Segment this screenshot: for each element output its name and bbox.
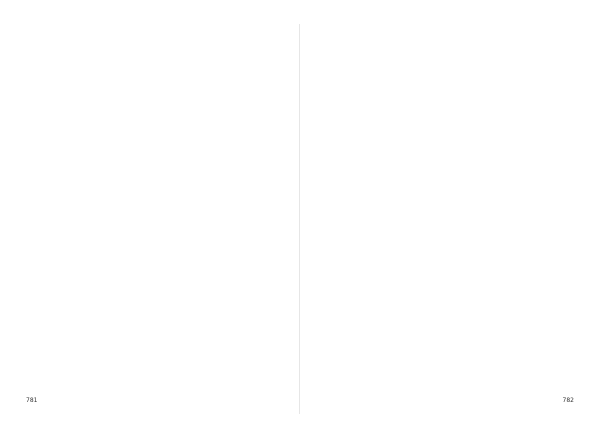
text-line (310, 44, 578, 51)
text-line (22, 205, 290, 212)
text-line (310, 387, 578, 394)
text-line (22, 226, 290, 233)
text-line (22, 100, 290, 107)
text-line (22, 247, 290, 254)
text-line (22, 72, 290, 79)
text-line (22, 261, 290, 268)
text-line (22, 268, 290, 275)
text-line (310, 345, 578, 352)
text-line (310, 289, 578, 296)
text-line (310, 233, 578, 240)
text-line (22, 296, 290, 303)
text-line (22, 394, 290, 401)
text-line (310, 177, 578, 184)
text-line (22, 149, 290, 156)
page-gutter (299, 24, 300, 414)
text-line (22, 86, 290, 93)
text-line (22, 170, 290, 177)
text-line (310, 247, 578, 254)
text-line (22, 338, 290, 345)
text-line (310, 72, 578, 79)
text-line (310, 205, 578, 212)
text-line (22, 79, 290, 86)
text-line (310, 128, 578, 135)
text-line (310, 303, 578, 310)
text-line (310, 352, 578, 359)
page-left-text (22, 30, 290, 401)
text-line (310, 394, 578, 401)
page-left (22, 30, 290, 410)
text-line (22, 303, 290, 310)
text-line (310, 191, 578, 198)
text-line (22, 317, 290, 324)
text-line (310, 121, 578, 128)
text-line (310, 380, 578, 387)
text-line (310, 212, 578, 219)
page-right (310, 30, 578, 410)
text-line (22, 352, 290, 359)
text-line (22, 233, 290, 240)
text-line (22, 107, 290, 114)
text-line (22, 366, 290, 373)
text-line (310, 317, 578, 324)
text-line (22, 359, 290, 366)
text-line (22, 121, 290, 128)
text-line (22, 240, 290, 247)
text-line (22, 30, 290, 37)
text-line (310, 366, 578, 373)
text-line (22, 212, 290, 219)
text-line (310, 226, 578, 233)
text-line (310, 79, 578, 86)
text-line (310, 156, 578, 163)
text-line (22, 142, 290, 149)
text-line (310, 114, 578, 121)
text-line (310, 51, 578, 58)
text-line (310, 198, 578, 205)
text-line (310, 65, 578, 72)
text-line (22, 324, 290, 331)
text-line (22, 156, 290, 163)
text-line (22, 310, 290, 317)
text-line (22, 184, 290, 191)
text-line (310, 93, 578, 100)
text-line (22, 345, 290, 352)
page-number-right: 782 (562, 397, 574, 404)
text-line (310, 310, 578, 317)
text-line (22, 93, 290, 100)
text-line (310, 37, 578, 44)
text-line (310, 359, 578, 366)
text-line (22, 373, 290, 380)
text-line (22, 198, 290, 205)
text-line (310, 219, 578, 226)
text-line (22, 282, 290, 289)
text-line (310, 184, 578, 191)
text-line (22, 219, 290, 226)
text-line (310, 107, 578, 114)
text-line (310, 254, 578, 261)
text-line (310, 296, 578, 303)
text-line (22, 191, 290, 198)
text-line (310, 282, 578, 289)
text-line (310, 163, 578, 170)
page-number-left: 781 (26, 397, 38, 404)
text-line (310, 142, 578, 149)
text-line (22, 177, 290, 184)
text-line (310, 261, 578, 268)
text-line (310, 240, 578, 247)
text-line (310, 338, 578, 345)
text-line (22, 58, 290, 65)
text-line (22, 163, 290, 170)
text-line (310, 268, 578, 275)
text-line (22, 128, 290, 135)
text-line (22, 387, 290, 394)
text-line (310, 135, 578, 142)
text-line (22, 135, 290, 142)
text-line (310, 100, 578, 107)
text-line (22, 289, 290, 296)
text-line (310, 149, 578, 156)
text-line (22, 44, 290, 51)
text-line (310, 331, 578, 338)
text-line (310, 275, 578, 282)
text-line (22, 51, 290, 58)
text-line (310, 30, 578, 37)
text-line (310, 170, 578, 177)
text-line (310, 324, 578, 331)
text-line (310, 86, 578, 93)
text-line (310, 58, 578, 65)
page-right-text (310, 30, 578, 401)
text-line (22, 37, 290, 44)
text-line (22, 114, 290, 121)
text-line (22, 254, 290, 261)
text-line (22, 65, 290, 72)
text-line (22, 275, 290, 282)
text-line (22, 380, 290, 387)
text-line (310, 373, 578, 380)
text-line (22, 331, 290, 338)
